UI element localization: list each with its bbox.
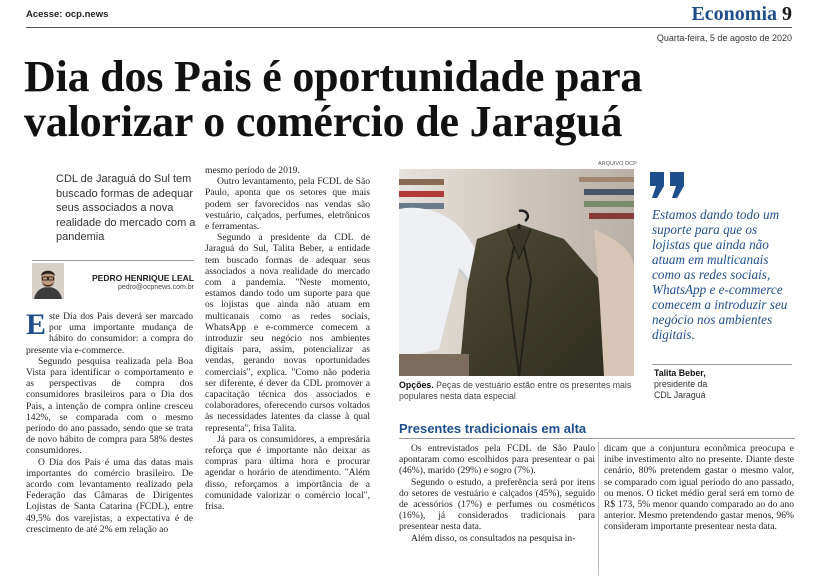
paragraph: dicam que a conjuntura econômica preocupa e inibe investimento alto no presente. Diante deste cenário, 80% pretendem gastar o mesmo valor, se comparado com igual período do ano passado, ou menos. O ticket médio geral será em torno de R$ 173, 5% menor quando comparado ao do ano anterior. Mesmo pretendendo gastar menos, 96% consideram importante presentear nesta data. xyxy=(604,443,794,533)
paragraph: Segundo o estudo, a preferência será por itens do setores de vestuário e calçados (45%), seguido de acessórios (17%) e perfumes ou cosméticos (16%), já considerados tradicionais para presentear nesta data. xyxy=(399,476,595,533)
column-divider xyxy=(598,442,599,575)
quote-attribution xyxy=(654,368,707,401)
subheadline: CDL de Jaraguá do Sul tem buscado formas de adequar seus associados a nova realidade do mercado com a pandemia xyxy=(56,173,196,243)
author-byline xyxy=(32,260,194,300)
paragraph: Além disso, os consultados na pesquisa in- xyxy=(411,532,576,544)
article-photo xyxy=(399,169,634,376)
article-column-1 xyxy=(26,308,193,535)
paragraph: Este Dia dos Pais deverá ser marcado por uma importante mudança de hábito do consumidor: a compra do presente via e-commerce. xyxy=(26,308,193,356)
page-number: 9 xyxy=(782,3,792,25)
paragraph: Segundo pesquisa realizada pela Boa Vista para identificar o comportamento e as perspectivas de compra dos consumidores brasileiros para o Dia dos Pais, a intenção de compra online cresceu 142%, se comparada com o mesmo período do ano passado, sendo que se trata de novo hábito de compra para 58% destes consumidores. xyxy=(26,355,193,457)
quote-role: presidente da xyxy=(654,379,708,389)
pull-quote: Estamos dando todo um suporte para que os lojistas que ainda não atuam em multicanais como as redes sociais, WhatsApp e e-commerce comecem a introduzir seu negócio nos ambientes digitais. xyxy=(652,207,788,342)
author-email: pedro@ocpnews.com.br xyxy=(118,284,194,291)
headline: Dia dos Pais é oportunidade para valorizar o comércio de Jaraguá xyxy=(24,52,643,146)
paragraph: Outro levantamento, pela FCDL de São Paulo, aponta que os setores que mais podem ser favorecidos nas vendas são vestuário, calçados, perfumes, eletrônicos e ferramentas. xyxy=(205,176,370,233)
section-title xyxy=(691,3,792,26)
quote-org: CDL Jaraguá xyxy=(654,390,706,400)
paragraph: mesmo período de 2019. xyxy=(205,165,300,176)
paragraph: Os entrevistados pela FCDL de São Paulo apontaram como escolhidos para presentear o pai (46%), marido (29%) e sogro (7%). xyxy=(399,443,595,477)
header-divider xyxy=(26,27,792,28)
quote-divider xyxy=(652,364,792,365)
section-divider xyxy=(399,438,795,439)
author-name: PEDRO HENRIQUE LEAL xyxy=(91,273,194,283)
photo-credit: ARQUIVO OCP xyxy=(598,161,637,167)
author-avatar xyxy=(32,263,64,299)
paragraph: Já para os consumidores, a empresária reforça que é importante não deixar as compras para última hora e procurar agendar o horário de atendimento. "Além disso, reforçamos a importância de a comunidade valorizar o comércio local", frisa. xyxy=(205,433,370,513)
paragraph: O Dia dos Pais é uma das datas mais importantes do comércio brasileiro. De acordo com levantamento realizado pela Federação das Câmaras de Dirigentes Lojistas de Santa Catarina (FCDL), entre 49,5% dos varejistas, a expectativa é de crescimento de até 2% em relação ao xyxy=(26,456,193,535)
paragraph: Segundo a presidente da CDL de Jaraguá do Sul, Talita Beber, a entidade tem buscado formas de adequar seus associados a nova realidade do mercado com a pandemia. "Neste momento, estamos dando todo um suporte para que os lojistas que ainda não atuam em multicanais como as redes sociais, WhatsApp e e-commerce comecem a introduzir seu negócio nos ambientes digitais para, assim, potencializar as vendas, gerando novas oportunidades comerciais", explica. "Como não poderia ser diferente, é dever da CDL promover a capacitação técnica dos associados e colaboradores, oferecendo cursos voltados às necessidades latentes da classe à qual representa", frisa Talita. xyxy=(205,232,370,434)
article-column-4 xyxy=(604,443,794,533)
drop-cap: E xyxy=(26,308,47,341)
article-column-2 xyxy=(205,165,370,512)
quote-name: Talita Beber, xyxy=(654,368,706,378)
section-name: Economia xyxy=(691,3,777,25)
caption-lead: Opções. xyxy=(399,380,434,390)
quote-marks-icon xyxy=(650,172,686,205)
photo-caption xyxy=(399,380,635,402)
site-url: Acesse: ocp.news xyxy=(26,9,109,20)
article-column-3 xyxy=(399,443,595,544)
section-heading: Presentes tradicionais em alta xyxy=(399,421,587,436)
caption-text: Peças de vestuário estão entre os presentes mais populares nesta data especial xyxy=(399,380,632,401)
edition-date: Quarta-feira, 5 de agosto de 2020 xyxy=(656,33,792,43)
